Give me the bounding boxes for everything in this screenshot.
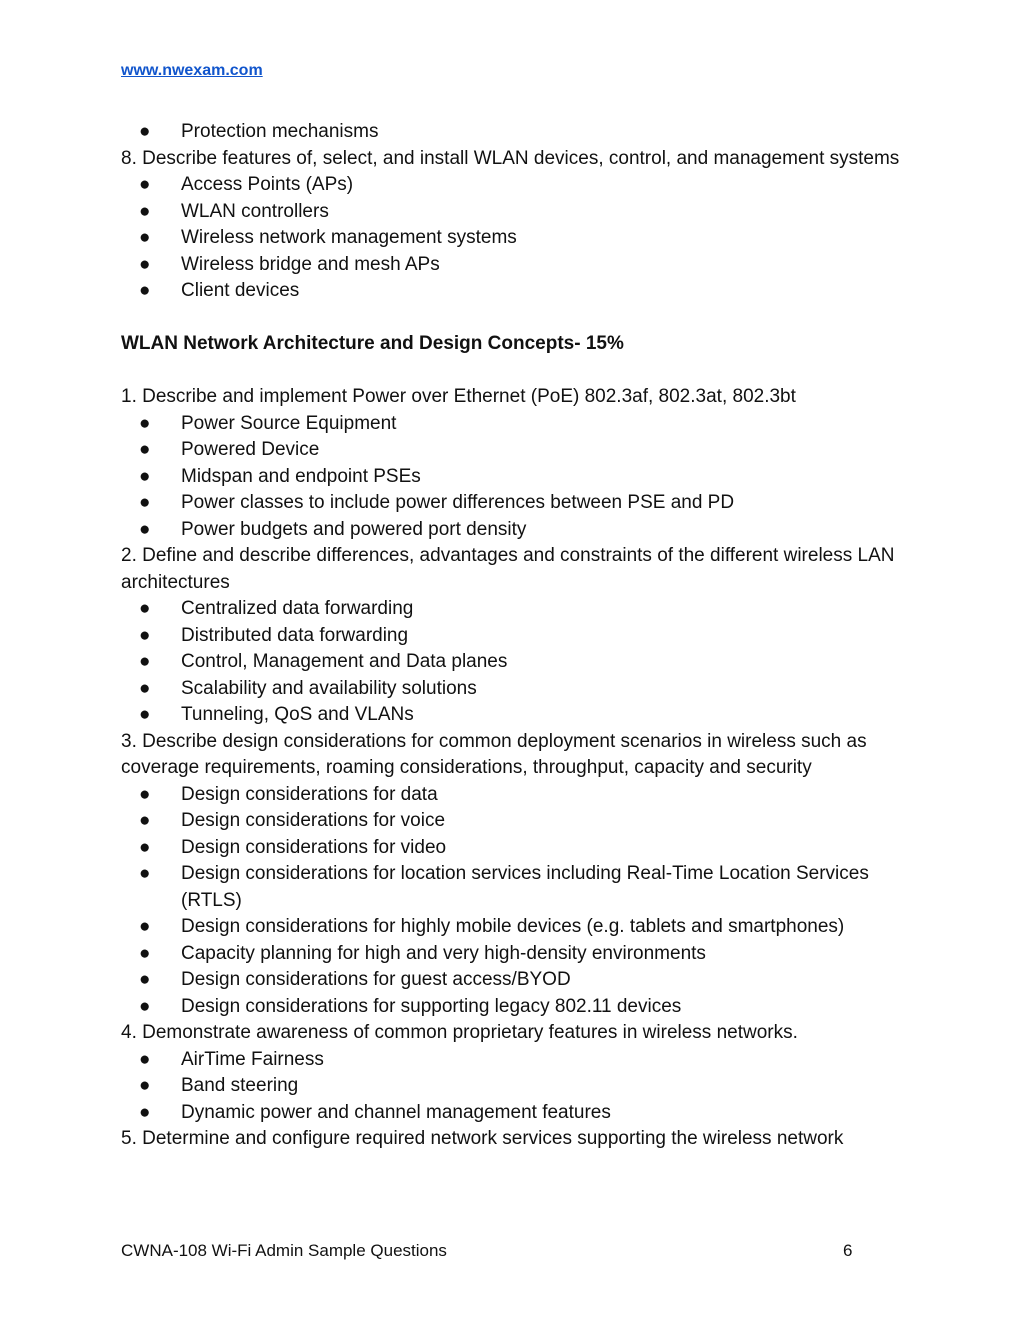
list-item-text: Distributed data forwarding	[181, 624, 409, 646]
list-item-text: Design considerations for guest access/BYOD	[181, 969, 571, 990]
bullet-icon: ●	[139, 227, 151, 248]
bullet-icon: ●	[139, 200, 151, 222]
bullet-icon: ●	[139, 518, 151, 540]
list-item-text: Protection mechanisms	[181, 121, 379, 142]
list-item-text: Wireless bridge and mesh APs	[181, 253, 440, 275]
list-item-text: Wireless network management systems	[181, 227, 517, 248]
bullet-icon: ●	[139, 810, 151, 831]
list-item-text: Capacity planning for high and very high-density environments	[181, 942, 706, 964]
list-item	[121, 252, 911, 279]
list-item-text: Dynamic power and channel management features	[181, 1101, 611, 1123]
header-website-link[interactable]: www.nwexam.com	[121, 62, 263, 79]
list-item	[121, 1073, 911, 1100]
bullet-icon: ●	[139, 1048, 151, 1070]
document-body	[121, 119, 911, 1153]
list-item	[121, 172, 911, 199]
numbered-paragraph: 2. Define and describe differences, advantages and constraints of the different wireless LAN architectures	[121, 545, 895, 593]
list-item-text: WLAN controllers	[181, 200, 329, 222]
list-item	[121, 225, 911, 252]
bullet-icon: ●	[139, 253, 151, 275]
list-item	[121, 835, 911, 862]
bullet-icon: ●	[139, 942, 151, 964]
list-item-text: Power budgets and powered port density	[181, 518, 527, 540]
list-item-text: Design considerations for location services including Real-Time Location Services (RTLS)	[181, 863, 869, 911]
bullet-icon: ●	[139, 863, 151, 884]
list-item	[121, 967, 911, 994]
list-item	[121, 861, 911, 914]
list-item	[121, 517, 911, 544]
bullet-icon: ●	[139, 969, 151, 990]
list-item-text: Design considerations for data	[181, 783, 438, 805]
numbered-paragraph: 4. Demonstrate awareness of common proprietary features in wireless networks.	[121, 1022, 798, 1043]
bullet-icon: ●	[139, 439, 151, 460]
bullet-icon: ●	[139, 651, 151, 672]
bullet-icon: ●	[139, 121, 151, 142]
spacer	[121, 305, 911, 332]
bullet-icon: ●	[139, 1075, 151, 1096]
list-item	[121, 596, 911, 623]
list-item	[121, 199, 911, 226]
list-item	[121, 411, 911, 438]
list-item	[121, 1047, 911, 1074]
list-item-text: Powered Device	[181, 439, 320, 460]
list-item-text: Client devices	[181, 280, 300, 301]
list-item-text: Scalability and availability solutions	[181, 677, 477, 699]
list-item-text: AirTime Fairness	[181, 1048, 324, 1070]
list-item-text: Access Points (APs)	[181, 174, 354, 195]
bullet-icon: ●	[139, 677, 151, 699]
list-item	[121, 782, 911, 809]
list-item-text: Power Source Equipment	[181, 412, 397, 434]
list-item-text: Control, Management and Data planes	[181, 651, 508, 672]
bullet-icon: ●	[139, 783, 151, 805]
footer-page-number: 6	[843, 1241, 853, 1260]
bullet-icon: ●	[139, 704, 151, 725]
list-item	[121, 464, 911, 491]
list-item	[121, 649, 911, 676]
list-item	[121, 1100, 911, 1127]
bullet-icon: ●	[139, 412, 151, 434]
bullet-icon: ●	[139, 624, 151, 646]
bullet-icon: ●	[139, 598, 151, 619]
bullet-icon: ●	[139, 465, 151, 487]
list-item	[121, 941, 911, 968]
bullet-icon: ●	[139, 280, 151, 301]
spacer	[121, 358, 911, 385]
list-item	[121, 994, 911, 1021]
footer-document-title: CWNA-108 Wi-Fi Admin Sample Questions	[121, 1241, 447, 1260]
list-item	[121, 490, 911, 517]
list-item	[121, 119, 911, 146]
bullet-icon: ●	[139, 836, 151, 858]
bullet-icon: ●	[139, 174, 151, 195]
list-item-text: Power classes to include power differences between PSE and PD	[181, 492, 735, 513]
bullet-icon: ●	[139, 1101, 151, 1123]
bullet-icon: ●	[139, 916, 151, 937]
list-item	[121, 623, 911, 650]
list-item-text: Midspan and endpoint PSEs	[181, 465, 421, 487]
list-item-text: Design considerations for highly mobile devices (e.g. tablets and smartphones)	[181, 916, 845, 937]
list-item-text: Design considerations for voice	[181, 810, 446, 831]
list-item	[121, 808, 911, 835]
bullet-icon: ●	[139, 995, 151, 1017]
numbered-paragraph: 3. Describe design considerations for common deployment scenarios in wireless such as coverage requirements, roaming considerations, throughput, capacity and security	[121, 730, 867, 778]
bullet-icon: ●	[139, 492, 151, 513]
list-item-text: Design considerations for supporting legacy 802.11 devices	[181, 995, 682, 1017]
list-item	[121, 676, 911, 703]
numbered-paragraph: 5. Determine and configure required network services supporting the wireless network	[121, 1128, 844, 1149]
list-item-text: Design considerations for video	[181, 836, 447, 858]
list-item-text: Tunneling, QoS and VLANs	[181, 704, 414, 725]
list-item	[121, 437, 911, 464]
section-heading: WLAN Network Architecture and Design Concepts- 15%	[121, 333, 624, 354]
list-item-text: Band steering	[181, 1075, 299, 1096]
list-item-text: Centralized data forwarding	[181, 598, 414, 619]
numbered-paragraph: 1. Describe and implement Power over Ethernet (PoE) 802.3af, 802.3at, 802.3bt	[121, 386, 796, 407]
list-item	[121, 914, 911, 941]
list-item	[121, 702, 911, 729]
numbered-paragraph: 8. Describe features of, select, and install WLAN devices, control, and management systems	[121, 147, 900, 169]
list-item	[121, 278, 911, 305]
